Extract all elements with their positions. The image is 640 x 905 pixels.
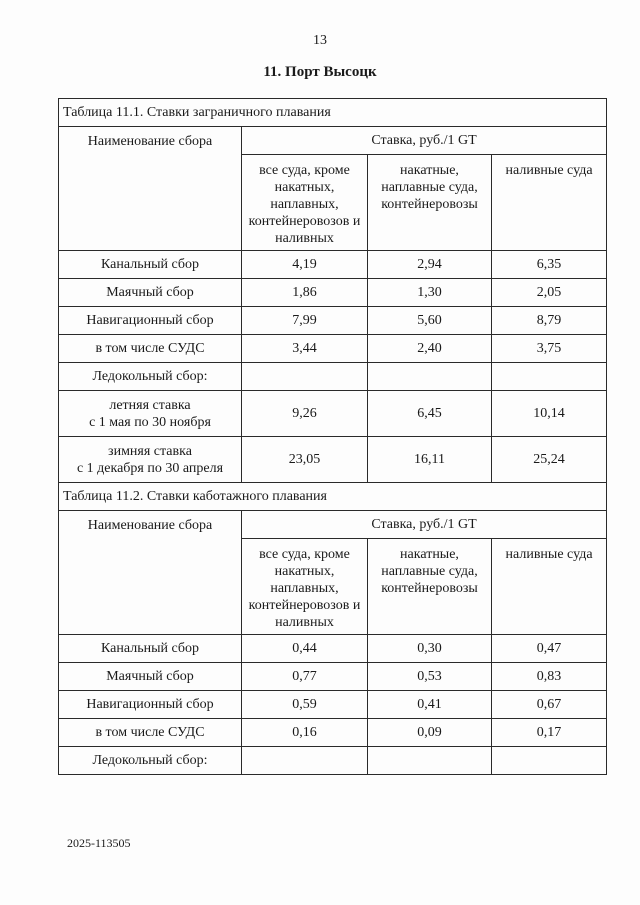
table-caption: Таблица 11.1. Ставки заграничного плавания: [59, 99, 607, 127]
rate-roro: 0,30: [368, 635, 492, 663]
rate-roro: 1,30: [368, 279, 492, 307]
fee-name: в том числе СУДС: [59, 719, 242, 747]
rate-roro: 2,94: [368, 251, 492, 279]
rate-tank: 0,17: [492, 719, 607, 747]
rate-roro: 6,45: [368, 391, 492, 437]
header-all-vessels: все суда, кроме накатных, наплавных, контейнеровозов и наливных: [242, 155, 368, 251]
fee-name: Навигационный сбор: [59, 691, 242, 719]
rate-all: 23,05: [242, 437, 368, 483]
table-row: [59, 335, 607, 363]
header-rate: Ставка, руб./1 GT: [242, 127, 607, 155]
rate-tank: 2,05: [492, 279, 607, 307]
header-fee-name: Наименование сбора: [59, 511, 242, 635]
table-row: [59, 363, 607, 391]
rate-tank: 0,47: [492, 635, 607, 663]
table-row: [59, 635, 607, 663]
rate-tank: 3,75: [492, 335, 607, 363]
header-tankers: наливные суда: [492, 539, 607, 635]
table-row: [59, 251, 607, 279]
rate-tank: 6,35: [492, 251, 607, 279]
rate-tank: 0,83: [492, 663, 607, 691]
rate-all: 0,77: [242, 663, 368, 691]
table-row: [59, 437, 607, 483]
fee-name: Маячный сбор: [59, 663, 242, 691]
header-rate: Ставка, руб./1 GT: [242, 511, 607, 539]
header-roro: накатные, наплавные суда, контейнеровозы: [368, 539, 492, 635]
fee-name: Ледокольный сбор:: [59, 747, 242, 775]
header-roro: накатные, наплавные суда, контейнеровозы: [368, 155, 492, 251]
fee-name: [59, 437, 242, 483]
rate-roro: 0,41: [368, 691, 492, 719]
rate-all: 7,99: [242, 307, 368, 335]
rate-tank: [492, 363, 607, 391]
rate-roro: 0,09: [368, 719, 492, 747]
rate-all: 0,44: [242, 635, 368, 663]
fee-name: в том числе СУДС: [59, 335, 242, 363]
rate-roro: [368, 363, 492, 391]
header-row: [59, 511, 607, 539]
fee-name: [59, 391, 242, 437]
rate-roro: 16,11: [368, 437, 492, 483]
fee-name: Ледокольный сбор:: [59, 363, 242, 391]
table-row: [59, 279, 607, 307]
rate-all: [242, 747, 368, 775]
rate-all: 1,86: [242, 279, 368, 307]
table-caption-row: [59, 99, 607, 127]
table-caption-row: [59, 483, 607, 511]
fee-name-period: с 1 мая по 30 ноября: [89, 414, 211, 430]
fee-name: Маячный сбор: [59, 279, 242, 307]
rate-roro: [368, 747, 492, 775]
header-fee-name: Наименование сбора: [59, 127, 242, 251]
rate-all: 3,44: [242, 335, 368, 363]
rate-all: [242, 363, 368, 391]
rate-roro: 2,40: [368, 335, 492, 363]
foreign-rates-table: [58, 98, 607, 483]
table-row: [59, 719, 607, 747]
page-number: 13: [313, 33, 327, 48]
fee-name-line: летняя ставка: [109, 397, 191, 413]
table-row: [59, 747, 607, 775]
header-row: [59, 127, 607, 155]
table-row: [59, 663, 607, 691]
rate-all: 0,59: [242, 691, 368, 719]
rate-tank: 8,79: [492, 307, 607, 335]
rate-tables: [58, 98, 606, 775]
page-title: 11. Порт Высоцк: [263, 64, 377, 80]
fee-name-line: зимняя ставка: [108, 443, 192, 459]
rate-all: 0,16: [242, 719, 368, 747]
rate-all: 9,26: [242, 391, 368, 437]
fee-name: Навигационный сбор: [59, 307, 242, 335]
fee-name: Канальный сбор: [59, 251, 242, 279]
rate-tank: 10,14: [492, 391, 607, 437]
rate-roro: 0,53: [368, 663, 492, 691]
table-caption: Таблица 11.2. Ставки каботажного плавания: [59, 483, 607, 511]
table-row: [59, 691, 607, 719]
header-all-vessels: все суда, кроме накатных, наплавных, контейнеровозов и наливных: [242, 539, 368, 635]
header-tankers: наливные суда: [492, 155, 607, 251]
rate-roro: 5,60: [368, 307, 492, 335]
table-row: [59, 307, 607, 335]
fee-name: Канальный сбор: [59, 635, 242, 663]
coastal-rates-table: [58, 483, 607, 775]
fee-name-period: с 1 декабря по 30 апреля: [76, 460, 224, 476]
rate-tank: 0,67: [492, 691, 607, 719]
table-row: [59, 391, 607, 437]
rate-tank: 25,24: [492, 437, 607, 483]
rate-all: 4,19: [242, 251, 368, 279]
rate-tank: [492, 747, 607, 775]
document-code: 2025-113505: [67, 836, 131, 850]
